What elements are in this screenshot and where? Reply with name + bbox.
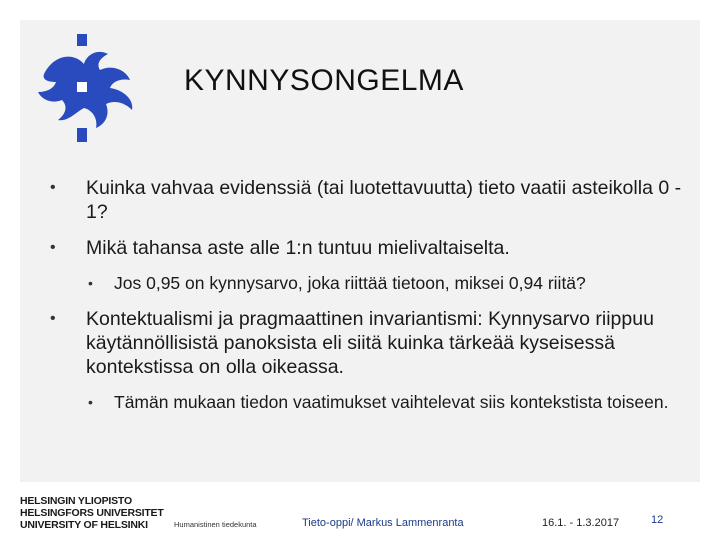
university-name-en: UNIVERSITY OF HELSINKI [20,519,148,531]
bullet-item [50,307,690,379]
page-number: 12 [651,514,664,526]
department-label: Humanistinen tiedekunta [174,520,257,529]
bullet-text: Tämän mukaan tiedon vaatimukset vaihtelevat siis kontekstista toiseen. [114,392,669,412]
slide-panel [20,20,700,482]
bullet-list [50,176,690,426]
bullet-item [50,176,690,224]
university-name [20,495,164,531]
course-label: Tieto-oppi/ Markus Lammenranta [302,517,464,529]
bullet-text: Kontektualismi ja pragmaattinen invariantismi: Kynnysarvo riippuu käytännöllisistä panoksista eli siitä kuinka tärkeää kyseisessä kontekstissa on olla oikeassa. [86,308,654,378]
university-logo-icon [34,34,154,144]
bullet-dot: • [88,275,93,291]
slide-title: KYNNYSONGELMA [184,64,464,97]
bullet-text: Kuinka vahvaa evidenssiä (tai luotettavuutta) tieto vaatii asteikolla 0 - 1? [86,177,682,223]
bullet-text: Mikä tahansa aste alle 1:n tuntuu mielivaltaiselta. [86,237,510,259]
bullet-text: Jos 0,95 on kynnysarvo, joka riittää tietoon, miksei 0,94 riitä? [114,273,586,293]
bullet-item [50,236,690,260]
slide-footer [0,482,720,540]
bullet-dot: • [50,179,56,196]
sub-bullet-item [50,272,690,295]
bullet-dot: • [88,394,93,410]
university-name-sv: HELSINGFORS UNIVERSITET [20,507,164,519]
sub-bullet-item [50,391,690,414]
date-range: 16.1. - 1.3.2017 [542,517,620,529]
bullet-dot: • [50,239,56,256]
bullet-dot: • [50,310,56,327]
university-name-fi: HELSINGIN YLIOPISTO [20,495,132,507]
